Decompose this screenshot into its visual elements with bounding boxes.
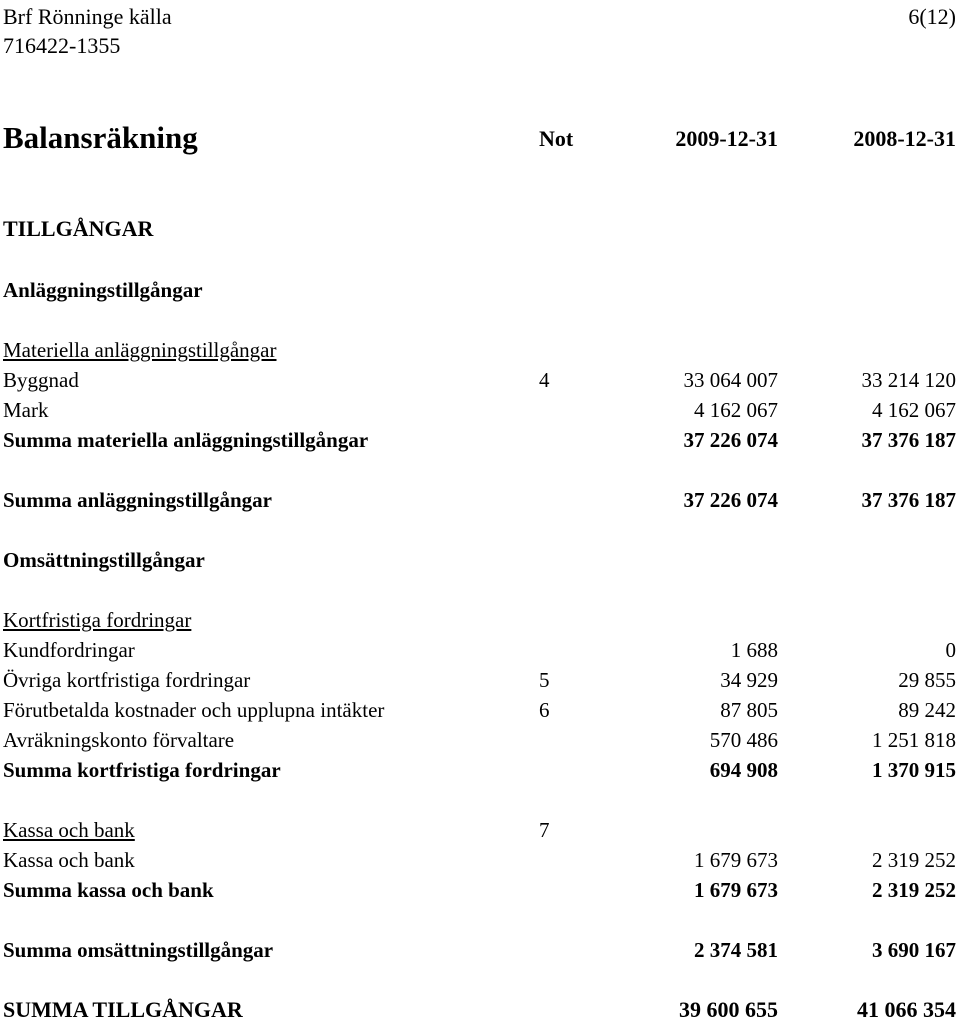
- row-note: 6: [539, 698, 550, 722]
- value-2008: 4 162 067: [872, 398, 956, 422]
- row-label: SUMMA TILLGÅNGAR: [3, 997, 243, 1022]
- table-row: [0, 935, 960, 965]
- table-row: [0, 395, 960, 425]
- table-row: [0, 635, 960, 665]
- table-row: [0, 755, 960, 785]
- value-2008: 37 376 187: [861, 488, 956, 512]
- value-2009: 694 908: [709, 758, 778, 782]
- table-row: [0, 335, 960, 365]
- value-2008: 1 370 915: [872, 758, 956, 782]
- row-label: Summa materiella anläggningstillgångar: [3, 428, 369, 452]
- row-label: Kortfristiga fordringar: [3, 608, 192, 632]
- value-2008: 1 251 818: [872, 728, 956, 752]
- page-title: Balansräkning: [3, 120, 198, 155]
- value-2009: 37 226 074: [683, 488, 778, 512]
- row-label: Summa kortfristiga fordringar: [3, 758, 281, 782]
- value-2008: 29 855: [898, 668, 956, 692]
- value-2008: 33 214 120: [861, 368, 956, 392]
- title-row: [0, 118, 960, 158]
- row-label: Mark: [3, 398, 49, 422]
- value-2009: 33 064 007: [683, 368, 778, 392]
- table-row: [0, 365, 960, 395]
- table-row: [0, 845, 960, 875]
- value-2008: 2 319 252: [872, 878, 956, 902]
- value-2009: 1 688: [730, 638, 778, 662]
- table-row: [0, 275, 960, 305]
- table-row: [0, 485, 960, 515]
- column-header-2008: 2008-12-31: [853, 126, 956, 151]
- page-number: 6(12): [908, 4, 956, 29]
- value-2008: 37 376 187: [861, 428, 956, 452]
- row-label: TILLGÅNGAR: [3, 216, 154, 241]
- row-note: 4: [539, 368, 550, 392]
- row-label: Materiella anläggningstillgångar: [3, 338, 277, 362]
- row-note: 7: [539, 818, 550, 842]
- value-2008: 41 066 354: [857, 997, 956, 1022]
- value-2009: 34 929: [720, 668, 778, 692]
- row-note: 5: [539, 668, 550, 692]
- row-label: Omsättningstillgångar: [3, 548, 205, 572]
- value-2008: 0: [945, 638, 956, 662]
- value-2009: 37 226 074: [683, 428, 778, 452]
- value-2009: 1 679 673: [694, 878, 778, 902]
- value-2008: 89 242: [898, 698, 956, 722]
- table-row: [0, 725, 960, 755]
- row-label: Anläggningstillgångar: [3, 278, 203, 302]
- table-row: [0, 425, 960, 455]
- table-row: [0, 605, 960, 635]
- organization-number: 716422-1355: [3, 33, 121, 58]
- organization-name: Brf Rönninge källa: [3, 4, 172, 29]
- value-2009: 39 600 655: [679, 997, 778, 1022]
- row-label: Kassa och bank: [3, 848, 135, 872]
- table-row: [0, 214, 960, 244]
- table-row: [0, 815, 960, 845]
- table-row: [0, 995, 960, 1025]
- value-2008: 3 690 167: [872, 938, 956, 962]
- value-2009: 87 805: [720, 698, 778, 722]
- row-label: Kundfordringar: [3, 638, 135, 662]
- row-label: Summa kassa och bank: [3, 878, 214, 902]
- document-header: [3, 2, 172, 60]
- row-label: Byggnad: [3, 368, 79, 392]
- row-label: Förutbetalda kostnader och upplupna intäkter: [3, 698, 385, 722]
- table-row: [0, 875, 960, 905]
- value-2009: 570 486: [709, 728, 778, 752]
- row-label: Övriga kortfristiga fordringar: [3, 668, 251, 692]
- value-2009: 2 374 581: [694, 938, 778, 962]
- row-label: Summa omsättningstillgångar: [3, 938, 274, 962]
- value-2009: 4 162 067: [694, 398, 778, 422]
- column-header-note: Not: [539, 126, 574, 151]
- row-label: Summa anläggningstillgångar: [3, 488, 272, 512]
- table-row: [0, 665, 960, 695]
- column-header-2009: 2009-12-31: [675, 126, 778, 151]
- row-label: Kassa och bank: [3, 818, 135, 842]
- table-row: [0, 545, 960, 575]
- table-row: [0, 695, 960, 725]
- row-label: Avräkningskonto förvaltare: [3, 728, 235, 752]
- value-2008: 2 319 252: [872, 848, 956, 872]
- value-2009: 1 679 673: [694, 848, 778, 872]
